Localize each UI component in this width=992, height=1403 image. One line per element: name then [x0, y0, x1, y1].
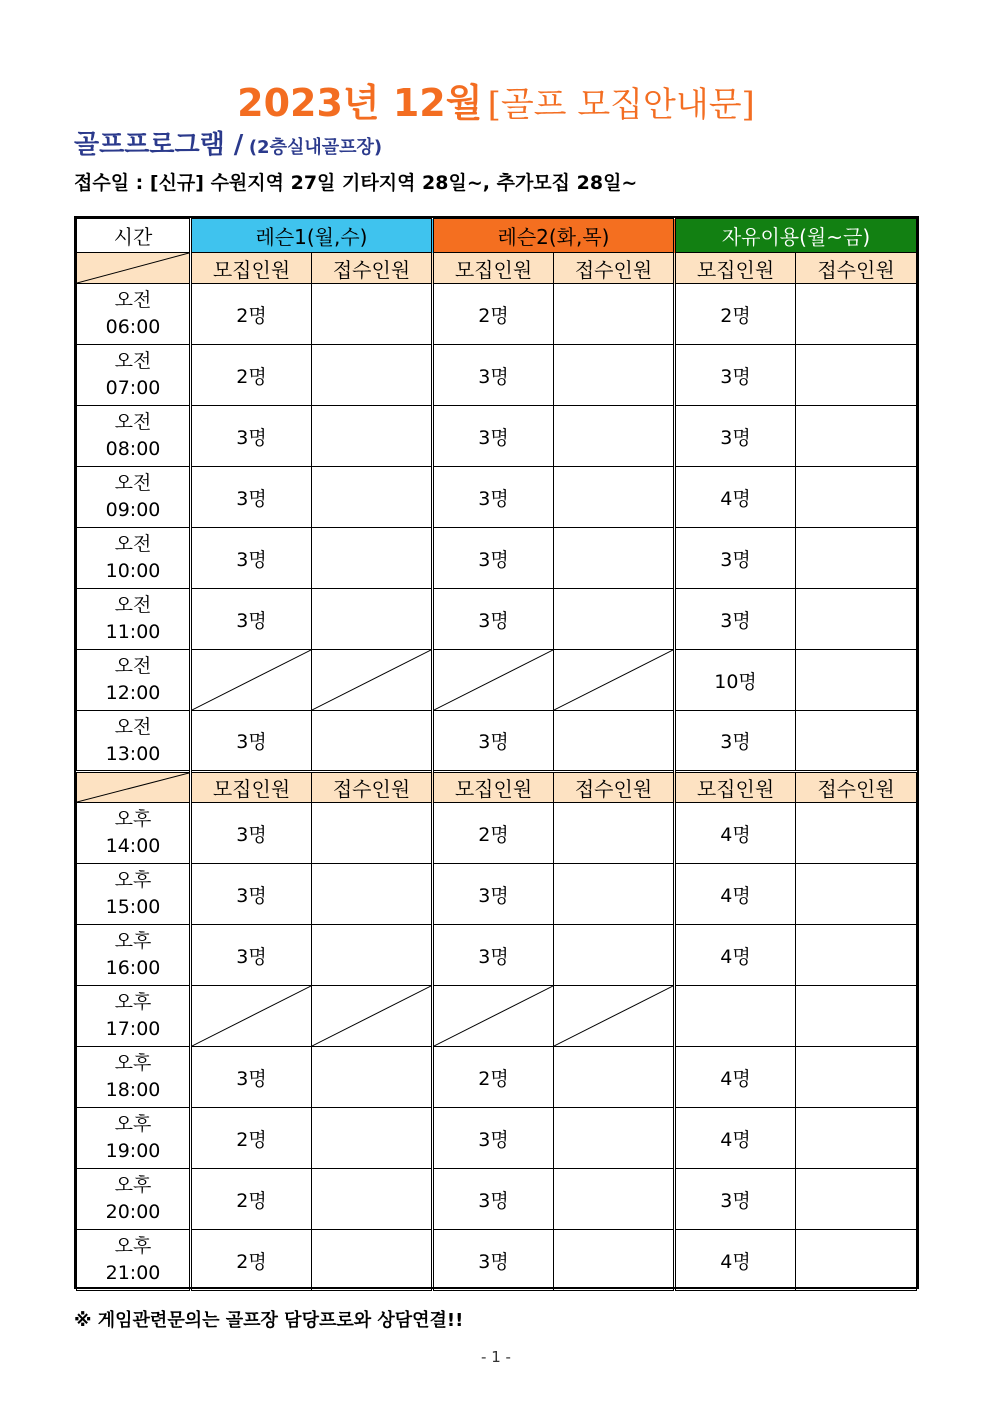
- recruit-count: [675, 986, 796, 1047]
- subheader-row: [77, 253, 917, 284]
- closed-slot: [433, 650, 554, 711]
- time-hour: 15:00: [105, 896, 161, 918]
- time-hour: 09:00: [105, 499, 161, 521]
- time-hour: 11:00: [105, 621, 161, 643]
- received-count: [554, 589, 675, 650]
- time-period: 오후: [114, 1052, 152, 1074]
- recruit-count: 2명: [675, 284, 796, 345]
- subheader-recruit: 모집인원: [191, 253, 312, 284]
- time-period: 오후: [114, 930, 152, 952]
- closed-slot: [554, 986, 675, 1047]
- received-count: [796, 345, 917, 406]
- time-cell: [77, 589, 191, 650]
- time-hour: 06:00: [105, 316, 161, 338]
- recruit-count: 10명: [675, 650, 796, 711]
- received-count: [796, 1169, 917, 1230]
- received-count: [554, 528, 675, 589]
- time-period: 오전: [114, 594, 152, 616]
- table-row: [77, 1169, 917, 1230]
- received-count: [796, 406, 917, 467]
- recruit-count: 2명: [191, 1230, 312, 1291]
- recruit-count: 3명: [191, 864, 312, 925]
- recruit-count: 2명: [191, 345, 312, 406]
- time-cell: [77, 284, 191, 345]
- time-cell: [77, 925, 191, 986]
- program-main: 골프프로그램 /: [74, 130, 244, 160]
- subheader-recruit: 모집인원: [675, 772, 796, 803]
- subheader-recruit: 모집인원: [191, 772, 312, 803]
- recruit-count: 2명: [433, 803, 554, 864]
- subheader-received: 접수인원: [796, 772, 917, 803]
- recruit-count: 3명: [191, 803, 312, 864]
- time-period: 오전: [114, 289, 152, 311]
- time-cell: [77, 650, 191, 711]
- table-row: [77, 528, 917, 589]
- recruit-count: 3명: [675, 406, 796, 467]
- recruit-count: 2명: [191, 284, 312, 345]
- received-count: [796, 925, 917, 986]
- header-lesson1: 레슨1(월,수): [191, 219, 433, 253]
- received-count: [312, 406, 433, 467]
- recruit-count: 3명: [191, 528, 312, 589]
- received-count: [554, 864, 675, 925]
- recruit-count: 3명: [433, 467, 554, 528]
- time-hour: 07:00: [105, 377, 161, 399]
- time-cell: [77, 467, 191, 528]
- received-count: [554, 1108, 675, 1169]
- recruit-count: 2명: [433, 1047, 554, 1108]
- time-period: 오후: [114, 1174, 152, 1196]
- received-count: [312, 284, 433, 345]
- table-row: [77, 284, 917, 345]
- title-main: 2023년 12월: [237, 81, 483, 125]
- subheader-recruit: 모집인원: [433, 772, 554, 803]
- time-period: 오후: [114, 1235, 152, 1257]
- page-title: [0, 72, 992, 127]
- recruit-count: 4명: [675, 925, 796, 986]
- header-lesson2: 레슨2(화,목): [433, 219, 675, 253]
- recruit-count: 3명: [675, 711, 796, 772]
- recruit-count: 3명: [191, 406, 312, 467]
- received-count: [312, 1230, 433, 1291]
- received-count: [554, 1047, 675, 1108]
- recruit-count: 2명: [191, 1108, 312, 1169]
- received-count: [312, 864, 433, 925]
- time-period: 오전: [114, 533, 152, 555]
- time-hour: 18:00: [105, 1079, 161, 1101]
- header-time: 시간: [77, 219, 191, 253]
- recruit-count: 4명: [675, 1047, 796, 1108]
- closed-slot: [191, 650, 312, 711]
- header-free: 자유이용(월~금): [675, 219, 917, 253]
- time-period: 오후: [114, 1113, 152, 1135]
- table-row: [77, 467, 917, 528]
- received-count: [312, 1108, 433, 1169]
- received-count: [312, 467, 433, 528]
- recruit-count: 3명: [191, 589, 312, 650]
- received-count: [312, 589, 433, 650]
- received-count: [796, 1230, 917, 1291]
- schedule-body: [77, 253, 917, 1291]
- received-count: [312, 803, 433, 864]
- page-number: - 1 -: [481, 1348, 511, 1366]
- reception-dates: 접수일 : [신규] 수원지역 27일 기타지역 28일~, 추가모집 28일~: [74, 172, 638, 194]
- time-hour: 16:00: [105, 957, 161, 979]
- time-period: 오전: [114, 655, 152, 677]
- received-count: [796, 467, 917, 528]
- recruit-count: 3명: [675, 345, 796, 406]
- time-hour: 14:00: [105, 835, 161, 857]
- recruit-count: 3명: [433, 864, 554, 925]
- received-count: [796, 803, 917, 864]
- recruit-count: 3명: [191, 711, 312, 772]
- subheader-diagonal-cell: [77, 253, 191, 284]
- table-row: [77, 1108, 917, 1169]
- recruit-count: 3명: [191, 925, 312, 986]
- recruit-count: 4명: [675, 864, 796, 925]
- recruit-count: 3명: [433, 711, 554, 772]
- recruit-count: 3명: [675, 589, 796, 650]
- closed-slot: [554, 650, 675, 711]
- time-cell: [77, 711, 191, 772]
- subheader-row: [77, 772, 917, 803]
- time-hour: 17:00: [105, 1018, 161, 1040]
- time-hour: 13:00: [105, 742, 161, 765]
- time-period: 오전: [114, 715, 152, 738]
- closed-slot: [191, 986, 312, 1047]
- program-heading: [74, 124, 382, 161]
- time-hour: 10:00: [105, 560, 161, 582]
- time-cell: [77, 1230, 191, 1291]
- closed-slot: [312, 650, 433, 711]
- time-cell: [77, 864, 191, 925]
- time-period: 오전: [114, 472, 152, 494]
- schedule-table: [76, 218, 917, 1291]
- subheader-received: 접수인원: [554, 253, 675, 284]
- received-count: [312, 925, 433, 986]
- received-count: [796, 589, 917, 650]
- time-cell: [77, 528, 191, 589]
- received-count: [554, 284, 675, 345]
- received-count: [796, 986, 917, 1047]
- title-sub: [골프 모집안내문]: [487, 85, 755, 125]
- recruit-count: 3명: [433, 528, 554, 589]
- received-count: [312, 345, 433, 406]
- table-row: [77, 925, 917, 986]
- closed-slot: [312, 986, 433, 1047]
- footer-note: ※ 게임관련문의는 골프장 담당프로와 상담연결!!: [74, 1310, 464, 1331]
- table-row: [77, 986, 917, 1047]
- received-count: [796, 284, 917, 345]
- subheader-received: 접수인원: [554, 772, 675, 803]
- table-row: [77, 1230, 917, 1291]
- received-count: [312, 711, 433, 772]
- received-count: [554, 1169, 675, 1230]
- time-cell: [77, 803, 191, 864]
- recruit-count: 4명: [675, 803, 796, 864]
- table-row: [77, 864, 917, 925]
- received-count: [796, 650, 917, 711]
- time-cell: [77, 406, 191, 467]
- received-count: [554, 345, 675, 406]
- received-count: [554, 925, 675, 986]
- received-count: [796, 528, 917, 589]
- received-count: [312, 1047, 433, 1108]
- time-period: 오전: [114, 350, 152, 372]
- received-count: [554, 1230, 675, 1291]
- recruit-count: 3명: [433, 925, 554, 986]
- time-cell: [77, 1169, 191, 1230]
- recruit-count: 3명: [191, 467, 312, 528]
- subheader-received: 접수인원: [796, 253, 917, 284]
- recruit-count: 3명: [433, 589, 554, 650]
- recruit-count: 3명: [433, 1169, 554, 1230]
- received-count: [554, 406, 675, 467]
- schedule-table-frame: [74, 216, 919, 1289]
- subheader-received: 접수인원: [312, 772, 433, 803]
- time-hour: 08:00: [105, 438, 161, 460]
- received-count: [554, 467, 675, 528]
- closed-slot: [433, 986, 554, 1047]
- time-period: 오전: [114, 411, 152, 433]
- received-count: [554, 803, 675, 864]
- table-row: [77, 406, 917, 467]
- recruit-count: 3명: [433, 1108, 554, 1169]
- time-period: 오후: [114, 808, 152, 830]
- time-hour: 20:00: [105, 1201, 161, 1223]
- subheader-diagonal-cell: [77, 772, 191, 803]
- time-period: 오후: [114, 991, 152, 1013]
- time-hour: 12:00: [105, 682, 161, 704]
- recruit-count: 3명: [433, 406, 554, 467]
- recruit-count: 2명: [433, 284, 554, 345]
- received-count: [796, 1047, 917, 1108]
- recruit-count: 2명: [191, 1169, 312, 1230]
- table-row: [77, 650, 917, 711]
- recruit-count: 3명: [191, 1047, 312, 1108]
- subheader-received: 접수인원: [312, 253, 433, 284]
- recruit-count: 4명: [675, 1230, 796, 1291]
- time-cell: [77, 345, 191, 406]
- time-cell: [77, 1047, 191, 1108]
- recruit-count: 3명: [433, 345, 554, 406]
- table-row: [77, 803, 917, 864]
- subheader-recruit: 모집인원: [433, 253, 554, 284]
- time-period: 오후: [114, 869, 152, 891]
- recruit-count: 4명: [675, 1108, 796, 1169]
- received-count: [554, 711, 675, 772]
- recruit-count: 3명: [433, 1230, 554, 1291]
- time-hour: 19:00: [105, 1140, 161, 1162]
- time-hour: 21:00: [105, 1262, 161, 1284]
- recruit-count: 4명: [675, 467, 796, 528]
- program-sub: (2층실내골프장): [248, 137, 383, 158]
- table-row: [77, 1047, 917, 1108]
- recruit-count: 3명: [675, 528, 796, 589]
- received-count: [796, 711, 917, 772]
- table-row: [77, 345, 917, 406]
- received-count: [796, 1108, 917, 1169]
- received-count: [312, 1169, 433, 1230]
- recruit-count: 3명: [675, 1169, 796, 1230]
- time-cell: [77, 1108, 191, 1169]
- table-row: [77, 711, 917, 772]
- table-row: [77, 589, 917, 650]
- subheader-recruit: 모집인원: [675, 253, 796, 284]
- received-count: [796, 864, 917, 925]
- received-count: [312, 528, 433, 589]
- time-cell: [77, 986, 191, 1047]
